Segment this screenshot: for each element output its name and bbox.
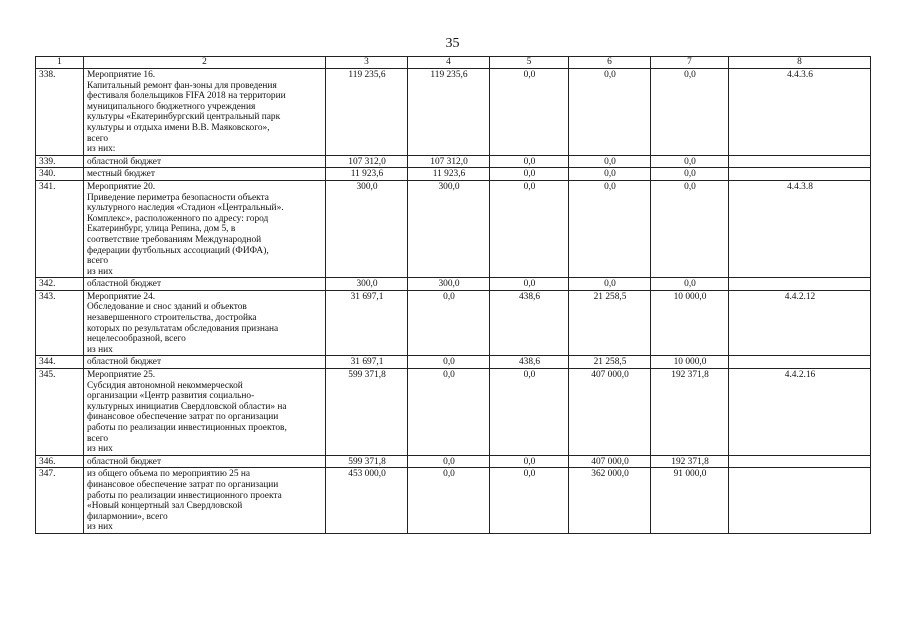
value-col-5: 0,0 (490, 369, 569, 456)
target-indicator-code: 4.4.3.6 (729, 69, 871, 156)
value-col-6: 362 000,0 (569, 468, 651, 534)
value-total: 119 235,6 (326, 69, 408, 156)
value-col-6: 0,0 (569, 180, 651, 277)
description-line: областной бюджет (87, 279, 162, 290)
description-line: культурных инициатив Свердловской области» на (87, 401, 287, 412)
row-number: 344. (36, 356, 84, 369)
description-line: Обследование и снос зданий и объектов (87, 302, 247, 313)
description-line: Мероприятие 20. (87, 181, 156, 192)
value-total: 31 697,1 (326, 356, 408, 369)
value-total: 107 312,0 (326, 155, 408, 168)
description-line: незавершенного строительства, достройка (87, 313, 257, 324)
value-col-7: 10 000,0 (651, 356, 729, 369)
column-header: 6 (569, 57, 651, 69)
target-indicator-code: 4.4.2.12 (729, 290, 871, 356)
description-line: из них (87, 266, 113, 277)
table-row (36, 369, 871, 456)
value-col-5: 0,0 (490, 168, 569, 181)
description-line: из них (87, 444, 113, 455)
value-col-6: 407 000,0 (569, 455, 651, 468)
description-line: «Новый концертный зал Свердловской (87, 501, 243, 512)
value-col-6: 21 258,5 (569, 356, 651, 369)
value-total: 453 000,0 (326, 468, 408, 534)
value-col-7: 0,0 (651, 168, 729, 181)
value-col-4: 0,0 (408, 468, 490, 534)
value-col-5: 0,0 (490, 455, 569, 468)
row-description (84, 455, 326, 468)
table-header-row (36, 57, 871, 69)
value-total: 599 371,8 (326, 369, 408, 456)
value-col-7: 10 000,0 (651, 290, 729, 356)
row-description (84, 278, 326, 291)
value-col-7: 192 371,8 (651, 455, 729, 468)
value-col-5: 438,6 (490, 290, 569, 356)
row-number: 341. (36, 180, 84, 277)
table-row (36, 356, 871, 369)
description-line: областной бюджет (87, 156, 162, 167)
value-total: 300,0 (326, 180, 408, 277)
description-line: Мероприятие 25. (87, 370, 156, 381)
table-row (36, 468, 871, 534)
row-number: 343. (36, 290, 84, 356)
target-indicator-code (729, 155, 871, 168)
column-header: 3 (326, 57, 408, 69)
value-total: 31 697,1 (326, 290, 408, 356)
target-indicator-code (729, 168, 871, 181)
description-line: финансовое обеспечение затрат по организации (87, 412, 279, 423)
description-line: работы по реализации инвестиционного проекта (87, 490, 282, 501)
description-line: Субсидия автономной некоммерческой (87, 380, 243, 391)
value-col-6: 0,0 (569, 155, 651, 168)
description-line: всего (87, 133, 109, 144)
value-col-6: 0,0 (569, 69, 651, 156)
row-description (84, 180, 326, 277)
target-indicator-code (729, 455, 871, 468)
description-line: финансовое обеспечение затрат по организации (87, 479, 279, 490)
description-line: Мероприятие 24. (87, 291, 156, 302)
table-row (36, 168, 871, 181)
table-row (36, 290, 871, 356)
table-row (36, 455, 871, 468)
value-col-7: 0,0 (651, 180, 729, 277)
row-description (84, 468, 326, 534)
value-col-4: 300,0 (408, 180, 490, 277)
value-col-5: 0,0 (490, 155, 569, 168)
table-row (36, 69, 871, 156)
description-line: областной бюджет (87, 456, 162, 467)
row-number: 345. (36, 369, 84, 456)
value-col-5: 0,0 (490, 69, 569, 156)
row-description (84, 69, 326, 156)
column-header: 1 (36, 57, 84, 69)
description-line: местный бюджет (87, 169, 155, 180)
row-number: 346. (36, 455, 84, 468)
description-line: работы по реализации инвестиционных проектов, (87, 423, 287, 433)
value-col-4: 0,0 (408, 455, 490, 468)
description-line: организации «Центр развития социально- (87, 391, 255, 402)
description-line: Комплекс», расположенного по адресу: город (87, 213, 269, 224)
row-description (84, 155, 326, 168)
target-indicator-code (729, 468, 871, 534)
value-col-6: 0,0 (569, 168, 651, 181)
description-line: которых по результатам обследования признана (87, 323, 279, 334)
description-line: муниципального бюджетного учреждения (87, 101, 256, 112)
value-col-5: 0,0 (490, 468, 569, 534)
table-row (36, 180, 871, 277)
value-col-5: 0,0 (490, 180, 569, 277)
column-header: 7 (651, 57, 729, 69)
row-number: 342. (36, 278, 84, 291)
value-col-4: 0,0 (408, 356, 490, 369)
table-body (36, 57, 871, 534)
target-indicator-code: 4.4.3.8 (729, 180, 871, 277)
table-row (36, 278, 871, 291)
page-number: 35 (445, 36, 460, 51)
table-row (36, 155, 871, 168)
column-header: 2 (84, 57, 326, 69)
description-line: культуры «Екатеринбургский центральный парк (87, 112, 281, 123)
target-indicator-code: 4.4.2.16 (729, 369, 871, 456)
value-col-4: 119 235,6 (408, 69, 490, 156)
value-total: 11 923,6 (326, 168, 408, 181)
description-line: из общего объема по мероприятию 25 на (87, 469, 251, 480)
value-col-6: 0,0 (569, 278, 651, 291)
value-col-4: 300,0 (408, 278, 490, 291)
value-col-4: 0,0 (408, 290, 490, 356)
budget-table (35, 56, 871, 534)
value-col-4: 11 923,6 (408, 168, 490, 181)
row-description (84, 369, 326, 456)
target-indicator-code (729, 278, 871, 291)
row-description (84, 168, 326, 181)
description-line: из них (87, 344, 113, 355)
description-line: областной бюджет (87, 357, 162, 368)
row-number: 347. (36, 468, 84, 534)
description-line: нецелесообразной, всего (87, 334, 186, 345)
row-number: 340. (36, 168, 84, 181)
value-col-7: 0,0 (651, 278, 729, 291)
row-description (84, 290, 326, 356)
value-col-7: 0,0 (651, 69, 729, 156)
description-line: из них (87, 522, 113, 533)
value-col-5: 0,0 (490, 278, 569, 291)
target-indicator-code (729, 356, 871, 369)
row-number: 339. (36, 155, 84, 168)
column-header: 4 (408, 57, 490, 69)
value-total: 599 371,8 (326, 455, 408, 468)
description-line: филармонии», всего (87, 511, 168, 522)
value-col-7: 192 371,8 (651, 369, 729, 456)
description-line: Капитальный ремонт фан-зоны для проведения (87, 80, 277, 91)
row-description (84, 356, 326, 369)
description-line: культуры и отдыха имени В.В. Маяковского», (87, 122, 270, 133)
description-line: Мероприятие 16. (87, 70, 156, 80)
value-col-6: 407 000,0 (569, 369, 651, 456)
value-total: 300,0 (326, 278, 408, 291)
column-header: 8 (729, 57, 871, 69)
description-line: федерации футбольных ассоциаций (ФИФА), (87, 245, 269, 256)
value-col-4: 107 312,0 (408, 155, 490, 168)
description-line: всего (87, 256, 109, 267)
row-number: 338. (36, 69, 84, 156)
description-line: из них: (87, 144, 116, 155)
description-line: Приведение периметра безопасности объекта (87, 192, 269, 203)
column-header: 5 (490, 57, 569, 69)
value-col-4: 0,0 (408, 369, 490, 456)
value-col-6: 21 258,5 (569, 290, 651, 356)
description-line: Екатеринбург, улица Репина, дом 5, в (87, 224, 236, 235)
description-line: фестиваля болельщиков FIFA 2018 на территории (87, 91, 286, 102)
description-line: всего (87, 433, 109, 444)
value-col-7: 91 000,0 (651, 468, 729, 534)
description-line: культурного наследия «Стадион «Центральный». (87, 203, 284, 214)
value-col-7: 0,0 (651, 155, 729, 168)
description-line: соответствие требованиям Международной (87, 234, 262, 245)
value-col-5: 438,6 (490, 356, 569, 369)
